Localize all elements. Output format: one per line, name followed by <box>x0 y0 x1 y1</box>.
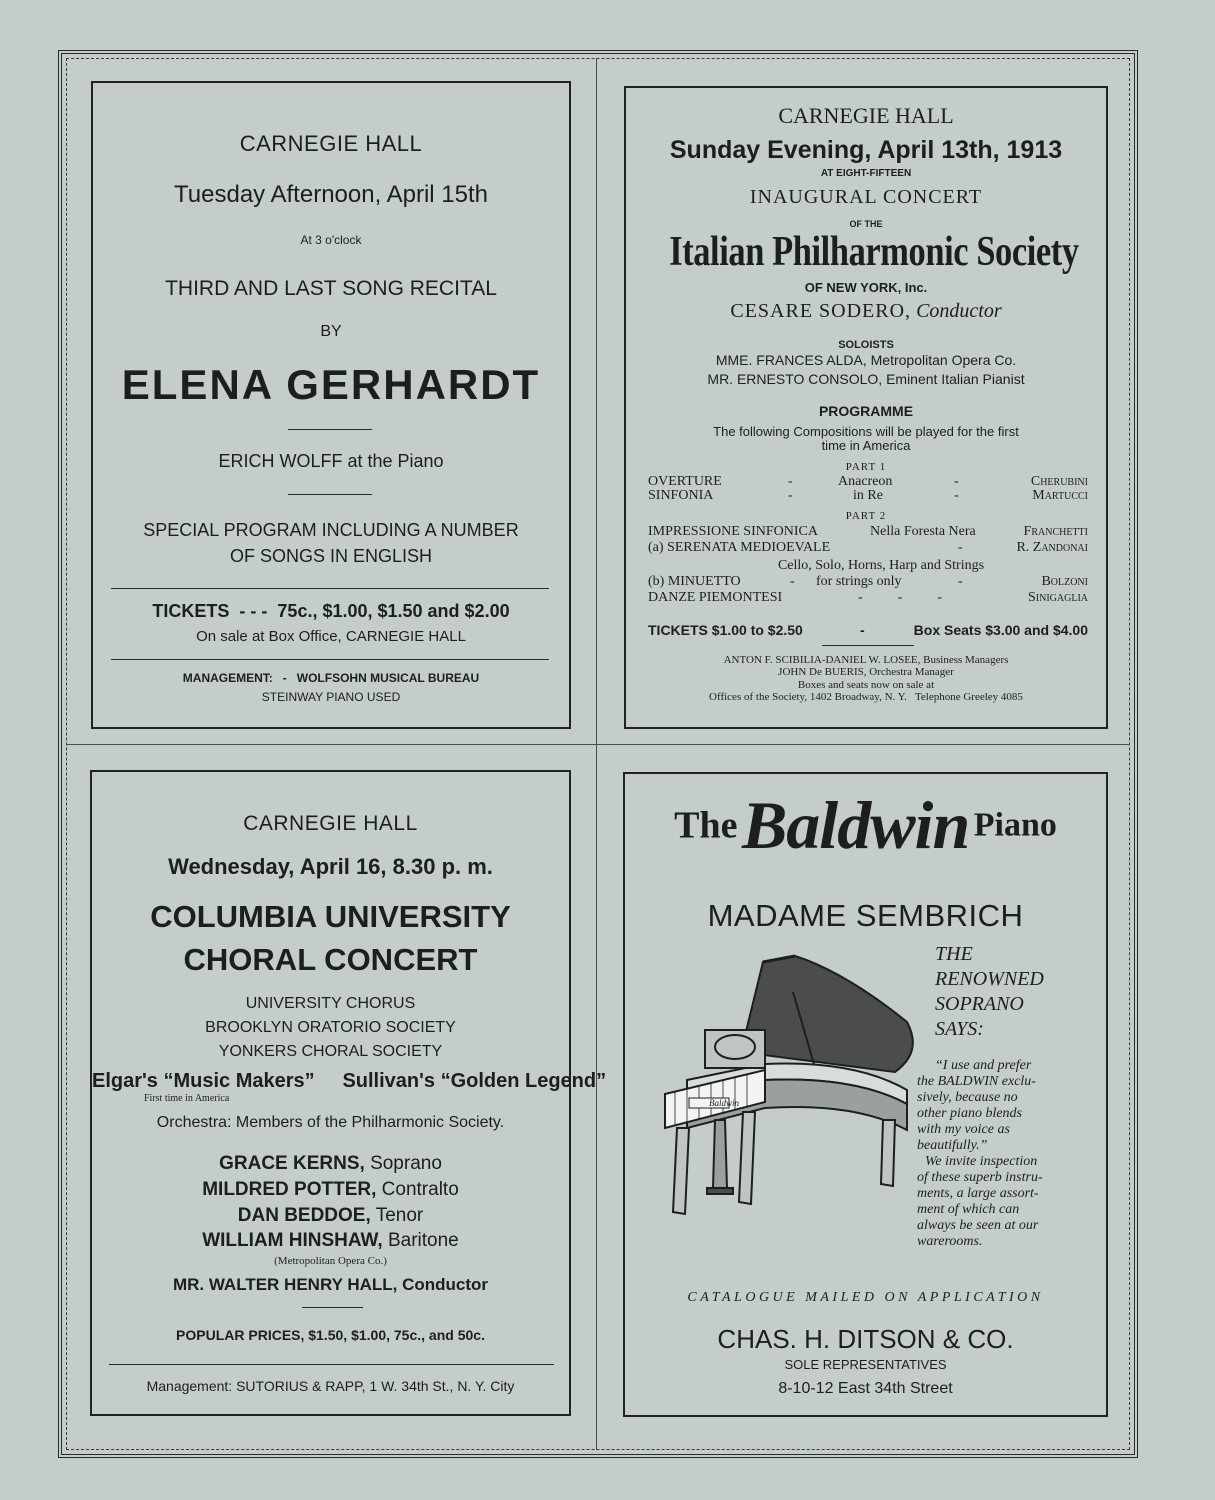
singer-role: Soprano <box>370 1153 442 1174</box>
composer: Martucci <box>1032 488 1088 503</box>
chorus-3: YONKERS CHORAL SOCIETY <box>218 1043 443 1060</box>
says-line: RENOWNED <box>935 968 1044 990</box>
dash: - <box>788 488 793 503</box>
italian-philharmonic-ad <box>624 86 1108 729</box>
dash: - <box>954 474 959 489</box>
catalogue-note: CATALOGUE MAILED ON APPLICATION <box>687 1290 1044 1305</box>
brand-piano: Piano <box>973 806 1057 844</box>
conductor-line <box>626 300 1106 323</box>
divider-rule <box>111 659 549 660</box>
singer-4 <box>92 1230 569 1252</box>
instrumentation: Cello, Solo, Horns, Harp and Strings <box>777 558 985 573</box>
invite-line: ment of which can <box>917 1202 1020 1217</box>
singer-name: GRACE KERNS, <box>219 1153 365 1174</box>
first-time-note: First time in America <box>144 1093 230 1104</box>
dash: - <box>958 540 963 555</box>
work-sullivan: Sullivan's “Golden Legend” <box>342 1070 607 1092</box>
part-1-label: PART 1 <box>845 461 887 473</box>
sole-representatives: SOLE REPRESENTATIVES <box>784 1357 947 1372</box>
dash: - <box>790 574 795 589</box>
piece-work: for strings only <box>816 574 902 589</box>
society-location: OF NEW YORK, Inc. <box>804 280 928 295</box>
dealer-name: CHAS. H. DITSON & CO. <box>717 1324 1014 1354</box>
vertical-divider <box>596 58 597 1450</box>
soloist-1: MME. FRANCES ALDA, Metropolitan Opera Co. <box>715 352 1017 368</box>
quote-line: other piano blends <box>917 1106 1022 1121</box>
quote-line: “I use and prefer <box>935 1058 1032 1073</box>
piece-title: IMPRESSIONE SINFONICA <box>648 524 818 539</box>
piece-work: Nella Foresta Nera <box>870 524 976 539</box>
part-2-label: PART 2 <box>845 510 887 522</box>
quote-line: with my voice as <box>917 1122 1010 1137</box>
brand-heading <box>625 786 1106 866</box>
dash: - <box>860 622 865 638</box>
says-line: THE <box>935 943 973 965</box>
event-title: INAUGURAL CONCERT <box>749 186 983 208</box>
invite-line: We invite inspection <box>925 1154 1038 1169</box>
concert-title-2: CHORAL CONCERT <box>183 942 478 977</box>
invite-line: always be seen at our <box>917 1218 1039 1233</box>
by-label: BY <box>320 323 342 340</box>
quote-line: the BALDWIN exclu- <box>917 1074 1036 1089</box>
programme-note-2: time in America <box>821 438 911 453</box>
quote-line: beautifully.” <box>917 1138 988 1153</box>
piece-title: (b) MINUETTO <box>648 574 741 589</box>
singer-name: DAN BEDDOE, <box>237 1205 371 1226</box>
singer-name: WILLIAM HINSHAW, <box>202 1230 383 1251</box>
testimonial <box>917 1058 1043 1250</box>
tickets-dashes: - - - <box>239 601 268 621</box>
singer-role: Tenor <box>375 1205 424 1226</box>
business-managers: ANTON F. SCIBILIA-DANIEL W. LOSEE, Business Managers <box>723 654 1009 666</box>
invite-line: of these superb instru- <box>917 1170 1043 1185</box>
gerhardt-ad <box>91 81 571 729</box>
event-time: At 3 o'clock <box>300 233 362 247</box>
composer: Bolzoni <box>1041 574 1088 589</box>
on-sale: On sale at Box Office, CARNEGIE HALL <box>196 628 466 645</box>
horizontal-divider <box>66 744 1130 745</box>
orchestra-manager: JOHN De BUERIS, Orchestra Manager <box>778 666 954 678</box>
venue: CARNEGIE HALL <box>243 812 418 835</box>
programme-label: PROGRAMME <box>818 403 914 419</box>
boxes-note: Boxes and seats now on sale at <box>797 679 935 691</box>
concert-title-1: COLUMBIA UNIVERSITY <box>150 899 511 934</box>
columbia-choral-ad <box>90 770 607 1416</box>
piano-nameplate: Baldwin <box>709 1098 740 1108</box>
dash: - <box>958 574 963 589</box>
venue: CARNEGIE HALL <box>239 131 423 156</box>
tickets-range: TICKETS $1.00 to $2.50 <box>648 622 803 638</box>
singer-name: MILDRED POTTER, <box>202 1179 377 1200</box>
piece-work: Anacreon <box>838 474 893 489</box>
brand-name: Baldwin <box>741 787 970 863</box>
event-time: AT EIGHT-FIFTEEN <box>820 168 912 179</box>
divider-rule <box>111 588 549 589</box>
invite-line: ments, a large assort- <box>917 1186 1039 1201</box>
invite-line: warerooms. <box>917 1234 983 1249</box>
says-line: SAYS: <box>935 1018 984 1040</box>
quote-line: sively, because no <box>917 1090 1018 1105</box>
tickets-label: TICKETS <box>152 601 230 621</box>
soloists-label: SOLOISTS <box>838 339 894 351</box>
society-name: Italian Philharmonic Society <box>669 229 1079 275</box>
says-line: SOPRANO <box>935 993 1024 1015</box>
artist-name: ELENA GERHARDT <box>121 361 541 408</box>
management: Management: SUTORIUS & RAPP, 1 W. 34th St., N. Y. City <box>146 1378 515 1394</box>
dashes: - - - <box>858 590 942 605</box>
piece-title: SINFONIA <box>648 488 714 503</box>
conductor: MR. WALTER HENRY HALL, Conductor <box>172 1275 489 1294</box>
accompanist: ERICH WOLFF at the Piano <box>218 451 444 471</box>
composer: R. Zandonai <box>1016 540 1088 555</box>
singer-4-note: (Metropolitan Opera Co.) <box>274 1255 387 1267</box>
dash: - <box>788 474 793 489</box>
event-title: THIRD AND LAST SONG RECITAL <box>165 277 497 300</box>
chorus-2: BROOKLYN ORATORIO SOCIETY <box>205 1019 456 1036</box>
divider-rule <box>822 645 914 646</box>
piece-title: OVERTURE <box>648 474 722 489</box>
chorus-1: UNIVERSITY CHORUS <box>245 995 416 1012</box>
dash: - <box>954 488 959 503</box>
composer: Franchetti <box>1023 524 1088 539</box>
headline: MADAME SEMBRICH <box>707 898 1024 933</box>
divider-rule <box>288 429 372 430</box>
piece-title: DANZE PIEMONTESI <box>648 590 783 605</box>
piece-title: (a) SERENATA MEDIOEVALE <box>648 540 831 555</box>
prices: POPULAR PRICES, $1.50, $1.00, 75c., and 50c. <box>176 1327 485 1343</box>
tickets-line <box>93 601 569 622</box>
soloist-2: MR. ERNESTO CONSOLO, Eminent Italian Pianist <box>707 371 1025 387</box>
divider-rule <box>288 494 372 495</box>
conductor-role: Conductor <box>916 300 1002 322</box>
singer-role: Contralto <box>381 1179 459 1200</box>
grand-piano-illustration <box>645 952 927 1220</box>
event-date: Sunday Evening, April 13th, 1913 <box>669 136 1063 164</box>
composer: Cherubini <box>1030 474 1088 489</box>
says-block <box>935 942 1044 1042</box>
management: MANAGEMENT: - WOLFSOHN MUSICAL BUREAU <box>182 671 480 685</box>
program-note-2: OF SONGS IN ENGLISH <box>229 546 433 566</box>
singer-role: Baritone <box>387 1230 459 1251</box>
program-note-1: SPECIAL PROGRAM INCLUDING A NUMBER <box>143 520 519 540</box>
works-line <box>92 1070 607 1093</box>
programme-note-1: The following Compositions will be played for the first <box>713 424 1019 439</box>
event-date: Tuesday Afternoon, April 15th <box>174 181 488 208</box>
work-elgar: Elgar's “Music Makers” <box>92 1070 315 1092</box>
conductor-name: CESARE SODERO, <box>730 300 912 322</box>
of-the: OF THE <box>849 219 883 229</box>
singer-3 <box>92 1205 569 1227</box>
singer-2 <box>92 1179 569 1201</box>
venue: CARNEGIE HALL <box>778 103 954 128</box>
singer-1 <box>92 1153 569 1175</box>
composer: Sinigaglia <box>1028 590 1088 605</box>
divider-rule <box>302 1307 363 1308</box>
orchestra-note: Orchestra: Members of the Philharmonic Society. <box>156 1114 505 1131</box>
baldwin-piano-ad <box>623 772 1108 1417</box>
divider-rule <box>109 1364 554 1365</box>
brand-the: The <box>674 804 738 847</box>
dealer-address: 8-10-12 East 34th Street <box>778 1380 953 1397</box>
tickets-prices: 75c., $1.00, $1.50 and $2.00 <box>277 601 510 621</box>
offices-note: Offices of the Society, 1402 Broadway, N. Y. Telephone Greeley 4085 <box>709 691 1023 703</box>
event-date: Wednesday, April 16, 8.30 p. m. <box>168 854 493 879</box>
piece-work: in Re <box>853 488 883 503</box>
box-seats: Box Seats $3.00 and $4.00 <box>913 622 1088 638</box>
piano-used: STEINWAY PIANO USED <box>261 690 401 704</box>
